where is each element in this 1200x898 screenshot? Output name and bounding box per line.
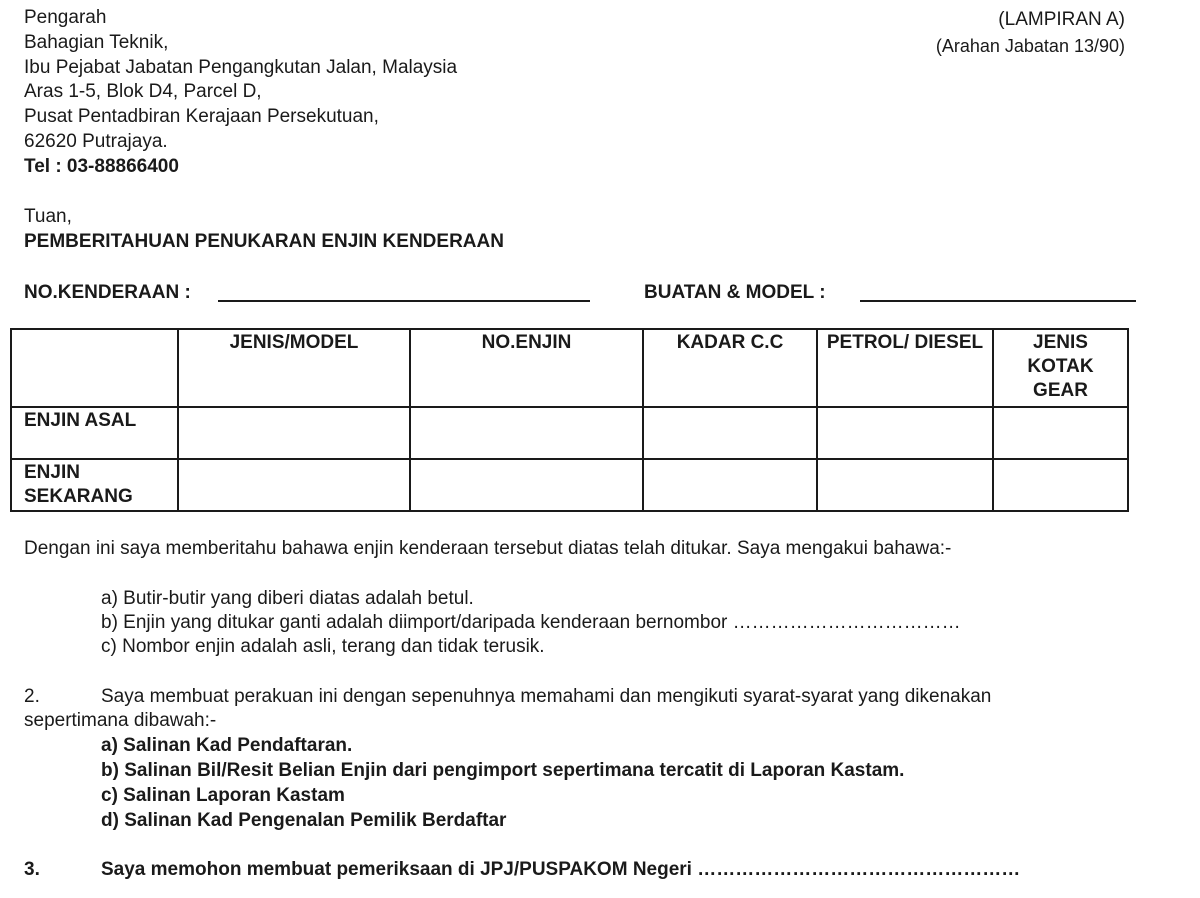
salutation: Tuan, [24, 206, 72, 227]
table-header-cell: JENIS/MODEL [178, 329, 410, 407]
vehicle-no-field[interactable] [218, 300, 590, 302]
table-cell[interactable] [178, 459, 410, 511]
make-model-field[interactable] [860, 300, 1136, 302]
declaration-point: b) Enjin yang ditukar ganti adalah diimport/daripada kenderaan bernombor ……………………………… [101, 612, 961, 633]
vehicle-no-label: NO.KENDERAAN : [24, 282, 191, 303]
requirement-item: d) Salinan Kad Pengenalan Pemilik Berdaftar [101, 810, 507, 831]
table-header-cell: NO.ENJIN [410, 329, 643, 407]
sender-line: Aras 1-5, Blok D4, Parcel D, [24, 81, 262, 103]
table-cell[interactable] [817, 459, 993, 511]
section-2-text: Saya membuat perakuan ini dengan sepenuhnya memahami dan mengikuti syarat-syarat yang dikenakan [101, 686, 992, 707]
table-header-cell [11, 329, 178, 407]
section-3-text: Saya memohon membuat pemeriksaan di JPJ/PUSPAKOM Negeri …………………………………………… [101, 859, 1021, 880]
table-header-cell: PETROL/ DIESEL [817, 329, 993, 407]
requirement-item: b) Salinan Bil/Resit Belian Enjin dari pengimport sepertimana tercatit di Laporan Kastam. [101, 760, 905, 781]
table-cell[interactable] [817, 407, 993, 459]
sender-line: Bahagian Teknik, [24, 31, 169, 53]
sender-line: Pengarah [24, 7, 107, 28]
annex-circular: (Arahan Jabatan 13/90) [935, 36, 1125, 56]
table-cell[interactable] [410, 459, 643, 511]
sender-line: Ibu Pejabat Jabatan Pengangkutan Jalan, Malaysia [24, 56, 458, 78]
table-cell[interactable] [993, 407, 1128, 459]
make-model-label: BUATAN & MODEL : [644, 282, 826, 303]
annex-label: (LAMPIRAN A) [998, 9, 1125, 30]
table-cell[interactable] [993, 459, 1128, 511]
table-header-cell: JENIS KOTAK GEAR [993, 329, 1128, 407]
requirement-item: c) Salinan Laporan Kastam [101, 785, 345, 806]
row-label: ENJIN ASAL [11, 407, 178, 459]
table-header-row [11, 329, 1128, 407]
table-row [11, 407, 1128, 459]
table-cell[interactable] [410, 407, 643, 459]
engine-table [10, 328, 1129, 512]
table-cell[interactable] [643, 407, 817, 459]
section-2-number: 2. [24, 686, 40, 707]
declaration-point: c) Nombor enjin adalah asli, terang dan tidak terusik. [101, 636, 545, 657]
sender-line: Pusat Pentadbiran Kerajaan Persekutuan, [24, 106, 379, 128]
declaration-point: a) Butir-butir yang diberi diatas adalah betul. [101, 588, 474, 609]
table-row [11, 459, 1128, 511]
section-2-text-cont: sepertimana dibawah:- [24, 710, 217, 731]
requirement-item: a) Salinan Kad Pendaftaran. [101, 735, 353, 756]
sender-line: 62620 Putrajaya. [24, 130, 168, 152]
row-label: ENJIN SEKARANG [11, 459, 178, 511]
table-cell[interactable] [643, 459, 817, 511]
sender-address [24, 6, 457, 180]
form-title: PEMBERITAHUAN PENUKARAN ENJIN KENDERAAN [24, 231, 504, 252]
section-3-number: 3. [24, 859, 40, 880]
table-cell[interactable] [178, 407, 410, 459]
annex-reference [936, 7, 1125, 59]
sender-telephone: Tel : 03-88866400 [24, 155, 179, 177]
declaration-intro: Dengan ini saya memberitahu bahawa enjin kenderaan tersebut diatas telah ditukar. Saya mengakui bahawa:- [24, 538, 952, 559]
table-header-cell: KADAR C.C [643, 329, 817, 407]
